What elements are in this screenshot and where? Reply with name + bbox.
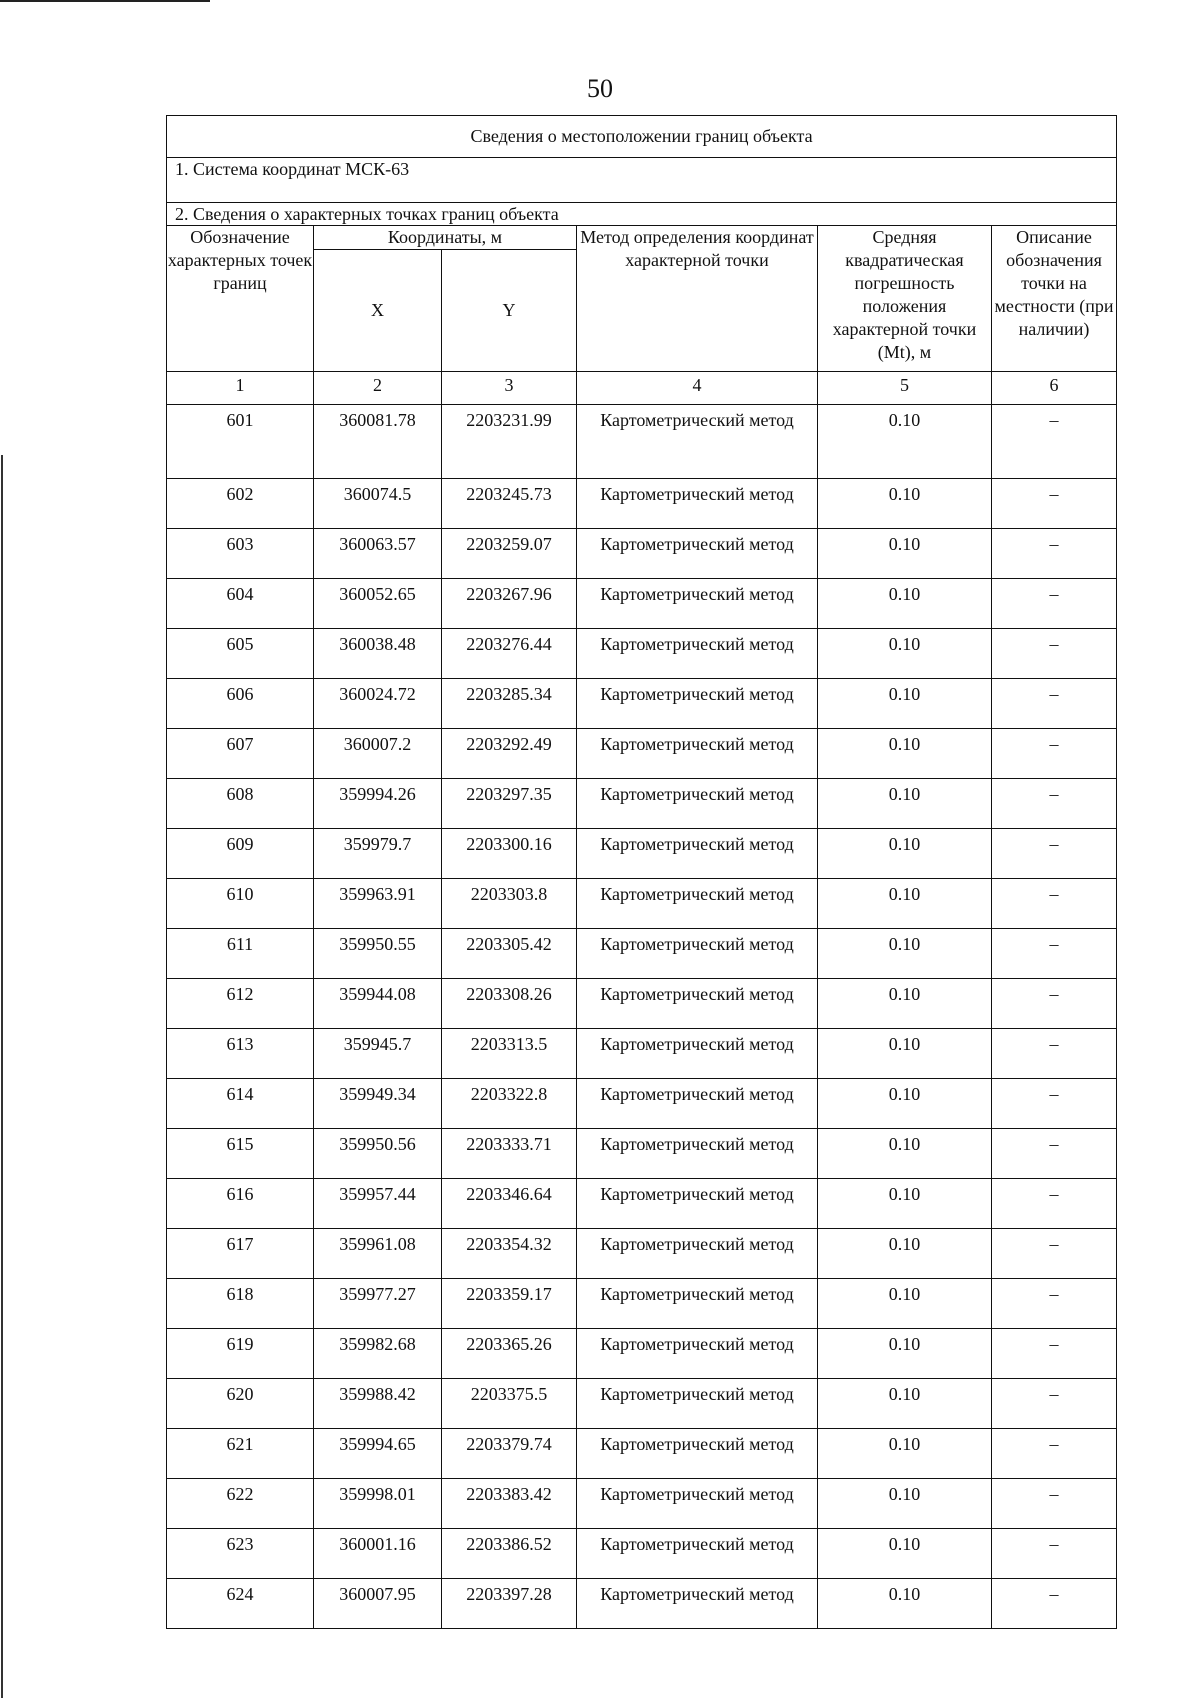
x-coordinate-cell: 359950.55 (314, 929, 442, 979)
point-id-cell: 617 (167, 1229, 314, 1279)
y-coordinate-cell: 2203346.64 (442, 1179, 577, 1229)
point-id-cell: 605 (167, 629, 314, 679)
method-cell: Картометрический метод (577, 1579, 818, 1629)
top-edge-line (0, 0, 210, 2)
method-cell: Картометрический метод (577, 1529, 818, 1579)
point-id-cell: 607 (167, 729, 314, 779)
error-cell: 0.10 (818, 529, 992, 579)
table-row (167, 1129, 1117, 1179)
x-coordinate-cell: 360063.57 (314, 529, 442, 579)
error-cell: 0.10 (818, 779, 992, 829)
column-number: 4 (577, 372, 818, 405)
y-coordinate-cell: 2203365.26 (442, 1329, 577, 1379)
error-cell: 0.10 (818, 729, 992, 779)
point-id-cell: 601 (167, 405, 314, 479)
description-cell: – (992, 1579, 1117, 1629)
table-title-row (167, 116, 1117, 158)
y-coordinate-cell: 2203297.35 (442, 779, 577, 829)
x-coordinate-cell: 360001.16 (314, 1529, 442, 1579)
left-edge-line (1, 455, 3, 1698)
description-cell: – (992, 1029, 1117, 1079)
x-coordinate-cell: 359963.91 (314, 879, 442, 929)
y-coordinate-cell: 2203386.52 (442, 1529, 577, 1579)
x-coordinate-cell: 359961.08 (314, 1229, 442, 1279)
x-coordinate-cell: 359950.56 (314, 1129, 442, 1179)
method-cell: Картометрический метод (577, 1079, 818, 1129)
table-row (167, 1479, 1117, 1529)
column-number: 5 (818, 372, 992, 405)
error-cell: 0.10 (818, 1579, 992, 1629)
table-row (167, 579, 1117, 629)
error-cell: 0.10 (818, 1279, 992, 1329)
description-cell: – (992, 879, 1117, 929)
x-coordinate-cell: 359988.42 (314, 1379, 442, 1429)
x-coordinate-cell: 359957.44 (314, 1179, 442, 1229)
column-number: 2 (314, 372, 442, 405)
description-cell: – (992, 629, 1117, 679)
x-coordinate-cell: 360038.48 (314, 629, 442, 679)
point-id-cell: 608 (167, 779, 314, 829)
x-coordinate-cell: 359982.68 (314, 1329, 442, 1379)
x-coordinate-cell: 359949.34 (314, 1079, 442, 1129)
error-cell: 0.10 (818, 1129, 992, 1179)
x-coordinate-cell: 359994.65 (314, 1429, 442, 1479)
point-id-cell: 611 (167, 929, 314, 979)
table-row (167, 779, 1117, 829)
y-coordinate-cell: 2203383.42 (442, 1479, 577, 1529)
error-cell: 0.10 (818, 1329, 992, 1379)
error-cell: 0.10 (818, 479, 992, 529)
table-row (167, 729, 1117, 779)
method-cell: Картометрический метод (577, 1229, 818, 1279)
x-coordinate-cell: 360081.78 (314, 405, 442, 479)
x-coordinate-cell: 359945.7 (314, 1029, 442, 1079)
y-coordinate-cell: 2203322.8 (442, 1079, 577, 1129)
y-coordinate-cell: 2203305.42 (442, 929, 577, 979)
point-id-cell: 614 (167, 1079, 314, 1129)
column-number: 6 (992, 372, 1117, 405)
description-cell: – (992, 929, 1117, 979)
description-cell: – (992, 1429, 1117, 1479)
x-coordinate-cell: 359994.26 (314, 779, 442, 829)
table-row (167, 529, 1117, 579)
description-cell: – (992, 1229, 1117, 1279)
y-coordinate-cell: 2203300.16 (442, 829, 577, 879)
description-cell: – (992, 579, 1117, 629)
header-point: Обозначение характерных точек границ (167, 226, 314, 372)
method-cell: Картометрический метод (577, 1329, 818, 1379)
column-number-row (167, 372, 1117, 405)
section-title-row (167, 203, 1117, 226)
method-cell: Картометрический метод (577, 529, 818, 579)
description-cell: – (992, 479, 1117, 529)
error-cell: 0.10 (818, 879, 992, 929)
header-coords: Координаты, м (314, 226, 577, 250)
point-id-cell: 619 (167, 1329, 314, 1379)
y-coordinate-cell: 2203259.07 (442, 529, 577, 579)
description-cell: – (992, 1279, 1117, 1329)
table-row (167, 479, 1117, 529)
error-cell: 0.10 (818, 1529, 992, 1579)
point-id-cell: 603 (167, 529, 314, 579)
table-row (167, 1379, 1117, 1429)
x-coordinate-cell: 359977.27 (314, 1279, 442, 1329)
x-coordinate-cell: 360074.5 (314, 479, 442, 529)
y-coordinate-cell: 2203285.34 (442, 679, 577, 729)
error-cell: 0.10 (818, 1479, 992, 1529)
point-id-cell: 610 (167, 879, 314, 929)
y-coordinate-cell: 2203308.26 (442, 979, 577, 1029)
error-cell: 0.10 (818, 1029, 992, 1079)
point-id-cell: 620 (167, 1379, 314, 1429)
point-id-cell: 618 (167, 1279, 314, 1329)
boundary-points-table (166, 115, 1117, 1629)
method-cell: Картометрический метод (577, 405, 818, 479)
y-coordinate-cell: 2203375.5 (442, 1379, 577, 1429)
method-cell: Картометрический метод (577, 1029, 818, 1079)
table-row (167, 405, 1117, 479)
table-row (167, 829, 1117, 879)
description-cell: – (992, 779, 1117, 829)
method-cell: Картометрический метод (577, 779, 818, 829)
y-coordinate-cell: 2203379.74 (442, 1429, 577, 1479)
y-coordinate-cell: 2203354.32 (442, 1229, 577, 1279)
description-cell: – (992, 679, 1117, 729)
error-cell: 0.10 (818, 1079, 992, 1129)
header-y: Y (442, 250, 577, 372)
method-cell: Картометрический метод (577, 629, 818, 679)
table-row (167, 1029, 1117, 1079)
method-cell: Картометрический метод (577, 729, 818, 779)
description-cell: – (992, 829, 1117, 879)
column-number: 1 (167, 372, 314, 405)
description-cell: – (992, 979, 1117, 1029)
description-cell: – (992, 1179, 1117, 1229)
method-cell: Картометрический метод (577, 979, 818, 1029)
x-coordinate-cell: 359998.01 (314, 1479, 442, 1529)
method-cell: Картометрический метод (577, 879, 818, 929)
description-cell: – (992, 1529, 1117, 1579)
error-cell: 0.10 (818, 1379, 992, 1429)
column-number: 3 (442, 372, 577, 405)
point-id-cell: 613 (167, 1029, 314, 1079)
y-coordinate-cell: 2203231.99 (442, 405, 577, 479)
description-cell: – (992, 1129, 1117, 1179)
y-coordinate-cell: 2203359.17 (442, 1279, 577, 1329)
method-cell: Картометрический метод (577, 1479, 818, 1529)
table-row (167, 1229, 1117, 1279)
point-id-cell: 622 (167, 1479, 314, 1529)
y-coordinate-cell: 2203276.44 (442, 629, 577, 679)
point-id-cell: 623 (167, 1529, 314, 1579)
table-row (167, 929, 1117, 979)
description-cell: – (992, 1379, 1117, 1429)
point-id-cell: 621 (167, 1429, 314, 1479)
table-title: Сведения о местоположении границ объекта (167, 116, 1117, 158)
coordinate-system-row (167, 158, 1117, 203)
page-number: 50 (587, 74, 613, 103)
point-id-cell: 609 (167, 829, 314, 879)
point-id-cell: 606 (167, 679, 314, 729)
table-row (167, 1329, 1117, 1379)
description-cell: – (992, 1329, 1117, 1379)
table-row (167, 1279, 1117, 1329)
error-cell: 0.10 (818, 1229, 992, 1279)
table-row (167, 629, 1117, 679)
method-cell: Картометрический метод (577, 1429, 818, 1479)
point-id-cell: 602 (167, 479, 314, 529)
error-cell: 0.10 (818, 929, 992, 979)
table-row (167, 1179, 1117, 1229)
y-coordinate-cell: 2203303.8 (442, 879, 577, 929)
coordinate-system: 1. Система координат МСК-63 (167, 158, 1117, 203)
error-cell: 0.10 (818, 679, 992, 729)
error-cell: 0.10 (818, 629, 992, 679)
y-coordinate-cell: 2203292.49 (442, 729, 577, 779)
error-cell: 0.10 (818, 405, 992, 479)
table-row (167, 979, 1117, 1029)
point-id-cell: 612 (167, 979, 314, 1029)
table-row (167, 1429, 1117, 1479)
description-cell: – (992, 1479, 1117, 1529)
x-coordinate-cell: 360007.95 (314, 1579, 442, 1629)
method-cell: Картометрический метод (577, 479, 818, 529)
section-title: 2. Сведения о характерных точках границ объекта (167, 203, 1117, 226)
table-row (167, 1579, 1117, 1629)
point-id-cell: 604 (167, 579, 314, 629)
method-cell: Картометрический метод (577, 1279, 818, 1329)
error-cell: 0.10 (818, 1429, 992, 1479)
y-coordinate-cell: 2203397.28 (442, 1579, 577, 1629)
x-coordinate-cell: 359944.08 (314, 979, 442, 1029)
description-cell: – (992, 529, 1117, 579)
method-cell: Картометрический метод (577, 829, 818, 879)
point-id-cell: 624 (167, 1579, 314, 1629)
x-coordinate-cell: 360024.72 (314, 679, 442, 729)
description-cell: – (992, 1079, 1117, 1129)
x-coordinate-cell: 360007.2 (314, 729, 442, 779)
method-cell: Картометрический метод (577, 929, 818, 979)
y-coordinate-cell: 2203245.73 (442, 479, 577, 529)
table-row (167, 1529, 1117, 1579)
header-x: X (314, 250, 442, 372)
header-row (167, 226, 1117, 250)
y-coordinate-cell: 2203313.5 (442, 1029, 577, 1079)
header-error: Средняя квадратическая погрешность положения характерной точки (Mt), м (818, 226, 992, 372)
description-cell: – (992, 405, 1117, 479)
x-coordinate-cell: 360052.65 (314, 579, 442, 629)
header-method: Метод определения координат характерной точки (577, 226, 818, 372)
table-row (167, 1079, 1117, 1129)
table-row (167, 879, 1117, 929)
description-cell: – (992, 729, 1117, 779)
error-cell: 0.10 (818, 1179, 992, 1229)
y-coordinate-cell: 2203333.71 (442, 1129, 577, 1179)
method-cell: Картометрический метод (577, 679, 818, 729)
y-coordinate-cell: 2203267.96 (442, 579, 577, 629)
x-coordinate-cell: 359979.7 (314, 829, 442, 879)
method-cell: Картометрический метод (577, 579, 818, 629)
method-cell: Картометрический метод (577, 1379, 818, 1429)
header-description: Описание обозначения точки на местности (при наличии) (992, 226, 1117, 372)
point-id-cell: 616 (167, 1179, 314, 1229)
point-id-cell: 615 (167, 1129, 314, 1179)
method-cell: Картометрический метод (577, 1179, 818, 1229)
error-cell: 0.10 (818, 579, 992, 629)
method-cell: Картометрический метод (577, 1129, 818, 1179)
error-cell: 0.10 (818, 979, 992, 1029)
table-row (167, 679, 1117, 729)
error-cell: 0.10 (818, 829, 992, 879)
